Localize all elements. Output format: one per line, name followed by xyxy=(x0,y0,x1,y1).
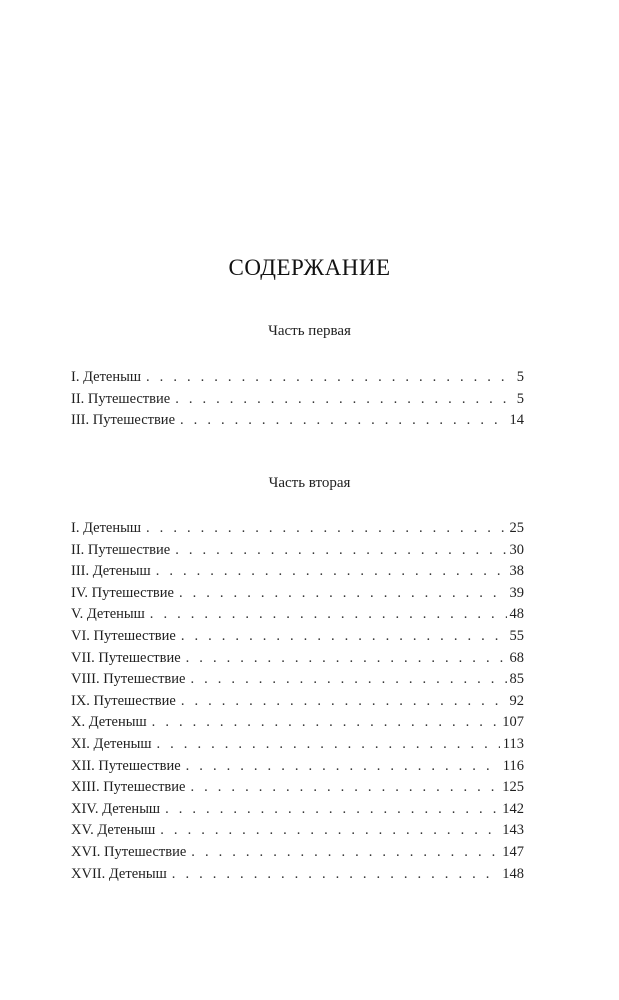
toc-entry-title: I. Детеныш xyxy=(71,520,142,536)
toc-entry[interactable] xyxy=(71,734,524,756)
toc-entry-title: III. Детеныш xyxy=(71,563,151,580)
toc-entry[interactable] xyxy=(71,669,524,691)
dot-leader xyxy=(181,691,507,713)
toc-entry-title: I. Детеныш xyxy=(71,369,142,385)
toc-entry[interactable] xyxy=(71,561,524,583)
dot-leader xyxy=(190,777,499,799)
dot-leader xyxy=(150,604,507,626)
dot-leader xyxy=(186,756,500,778)
page-title: СОДЕРЖАНИЕ xyxy=(228,255,391,280)
toc-entry-page-number: 30 xyxy=(509,541,524,558)
toc-entry-page-number: 38 xyxy=(509,563,524,580)
dot-leader xyxy=(186,648,507,670)
toc-entry[interactable] xyxy=(71,540,524,562)
toc-entry[interactable] xyxy=(71,799,524,821)
toc-entry-page-number: 143 xyxy=(502,822,524,839)
toc-entry-title: VIII. Путешествие xyxy=(71,671,186,688)
toc-entry[interactable] xyxy=(71,864,524,886)
toc-entry[interactable] xyxy=(71,626,524,648)
part-one-toc xyxy=(71,367,524,432)
dot-leader xyxy=(181,626,507,648)
dot-leader xyxy=(146,367,514,389)
dot-leader xyxy=(175,540,506,562)
toc-entry-page-number: 92 xyxy=(509,692,524,709)
toc-entry[interactable] xyxy=(71,518,524,540)
toc-entry-title: XIII. Путешествие xyxy=(71,779,186,796)
toc-entry-title: V. Детеныш xyxy=(71,606,145,623)
toc-entry-page-number: 68 xyxy=(509,649,524,666)
toc-entry-title: XV. Детеныш xyxy=(71,822,156,839)
toc-entry-page-number: 107 xyxy=(502,714,524,731)
toc-entry-title: VI. Путешествие xyxy=(71,627,176,644)
toc-entry[interactable] xyxy=(71,756,524,778)
dot-leader xyxy=(160,820,499,842)
toc-entry-title: XIV. Детеныш xyxy=(71,800,161,817)
toc-entry[interactable] xyxy=(71,648,524,670)
toc-entry[interactable] xyxy=(71,367,524,389)
toc-entry[interactable] xyxy=(71,842,524,864)
dot-leader xyxy=(190,669,506,691)
toc-entry-page-number: 142 xyxy=(502,800,524,817)
toc-entry-page-number: 39 xyxy=(509,584,524,601)
toc-entry-title: XII. Путешествие xyxy=(71,757,181,774)
dot-leader xyxy=(175,389,514,411)
dot-leader xyxy=(165,799,499,821)
toc-entry-page-number: 113 xyxy=(502,735,524,752)
toc-entry[interactable] xyxy=(71,583,524,605)
toc-entry-page-number: 5 xyxy=(516,390,524,407)
toc-entry-page-number: 5 xyxy=(516,369,524,385)
part-one-heading: Часть первая xyxy=(268,323,351,339)
toc-entry-title: III. Путешествие xyxy=(71,412,176,429)
dot-leader xyxy=(146,518,506,540)
toc-entry-title: IX. Путешествие xyxy=(71,692,176,709)
part-two-heading: Часть вторая xyxy=(268,475,351,491)
toc-entry-page-number: 125 xyxy=(502,779,524,796)
toc-entry-page-number: 148 xyxy=(502,865,524,882)
toc-entry[interactable] xyxy=(71,691,524,713)
toc-entry[interactable] xyxy=(71,712,524,734)
toc-entry-title: XVI. Путешествие xyxy=(71,843,187,860)
dot-leader xyxy=(179,583,507,605)
dot-leader xyxy=(180,410,506,432)
toc-entry[interactable] xyxy=(71,410,524,432)
toc-entry-title: II. Путешествие xyxy=(71,390,171,407)
toc-entry-page-number: 85 xyxy=(509,671,524,688)
dot-leader xyxy=(157,734,500,756)
toc-entry-title: II. Путешествие xyxy=(71,541,171,558)
toc-entry-page-number: 55 xyxy=(509,627,524,644)
dot-leader xyxy=(172,864,499,886)
toc-entry-title: X. Детеныш xyxy=(71,714,147,731)
toc-entry-page-number: 14 xyxy=(509,412,524,429)
toc-entry-page-number: 147 xyxy=(502,843,524,860)
toc-entry[interactable] xyxy=(71,604,524,626)
dot-leader xyxy=(152,712,500,734)
toc-entry-title: IV. Путешествие xyxy=(71,584,174,601)
dot-leader xyxy=(191,842,499,864)
toc-entry-title: XI. Детеныш xyxy=(71,735,152,752)
toc-entry-page-number: 25 xyxy=(509,520,524,536)
part-two-toc xyxy=(71,518,524,885)
toc-entry-title: XVII. Детеныш xyxy=(71,865,167,882)
toc-entry[interactable] xyxy=(71,777,524,799)
toc-entry[interactable] xyxy=(71,389,524,411)
toc-entry[interactable] xyxy=(71,820,524,842)
toc-entry-page-number: 48 xyxy=(509,606,524,623)
toc-entry-title: VII. Путешествие xyxy=(71,649,181,666)
toc-entry-page-number: 116 xyxy=(502,757,524,774)
dot-leader xyxy=(156,561,507,583)
